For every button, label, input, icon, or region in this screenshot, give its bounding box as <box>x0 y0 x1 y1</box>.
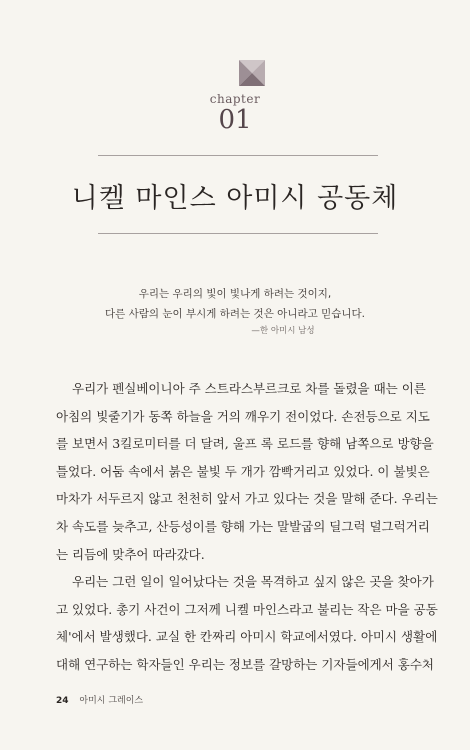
text-line: 는 리듬에 맞추어 따라갔다. <box>56 546 205 562</box>
text-line: 차 속도를 늦추고, 산등성이를 향해 가는 말발굽의 딜그럭 덜그럭거리 <box>56 518 430 534</box>
text-line: 대해 연구하는 학자들인 우리는 정보를 갈망하는 기자들에게서 홍수처 <box>56 656 434 672</box>
epigraph <box>0 284 470 338</box>
page-number: 24 <box>56 696 69 706</box>
text-line: 고 있었다. 총기 사건이 그저께 니켈 마인스라고 불리는 작은 마을 공동 <box>56 601 438 617</box>
text-line: 아침의 빛줄기가 동쪽 하늘을 거의 깨우기 전이었다. 손전등으로 지도 <box>56 408 430 424</box>
title-rule-top <box>98 155 378 156</box>
page-footer <box>56 693 143 706</box>
chapter-ornament-icon <box>239 60 265 86</box>
text-line: 우리는 그런 일이 일어났다는 것을 목격하고 싶지 않은 곳을 찾아가 <box>72 574 434 590</box>
paragraph <box>56 568 438 678</box>
text-line: 체'에서 발생했다. 교실 한 칸짜리 아미시 학교에서였다. 아미시 생활에 <box>56 629 438 645</box>
chapter-label: chapter <box>209 92 261 106</box>
chapter-number: 01 <box>218 105 252 135</box>
title-rule-bottom <box>98 233 378 234</box>
chapter-title: 니켈 마인스 아미시 공동체 <box>71 183 399 214</box>
text-line: 우리가 펜실베이니아 주 스트라스부르크로 차를 돌렸을 때는 이른 <box>72 381 426 396</box>
paragraph <box>56 375 438 568</box>
text-line: 마차가 서두르지 않고 천천히 앞서 가고 있다는 것을 말해 준다. 우리는 <box>56 491 438 507</box>
text-line: 를 보면서 3킬로미터를 더 달려, 울프 록 로드를 향해 남쪽으로 방향을 <box>56 436 434 452</box>
epigraph-attribution: —한 아미시 남성 <box>251 326 315 336</box>
body-text <box>56 375 438 679</box>
epigraph-line: 우리는 우리의 빛이 빛나게 하려는 것이지, <box>138 288 332 300</box>
running-title: 아미시 그레이스 <box>79 696 144 706</box>
epigraph-line: 다른 사람의 눈이 부시게 하려는 것은 아니라고 믿습니다. <box>105 308 365 320</box>
text-line: 틀었다. 어둠 속에서 붉은 불빛 두 개가 깜빡거리고 있었다. 이 불빛은 <box>56 463 430 479</box>
